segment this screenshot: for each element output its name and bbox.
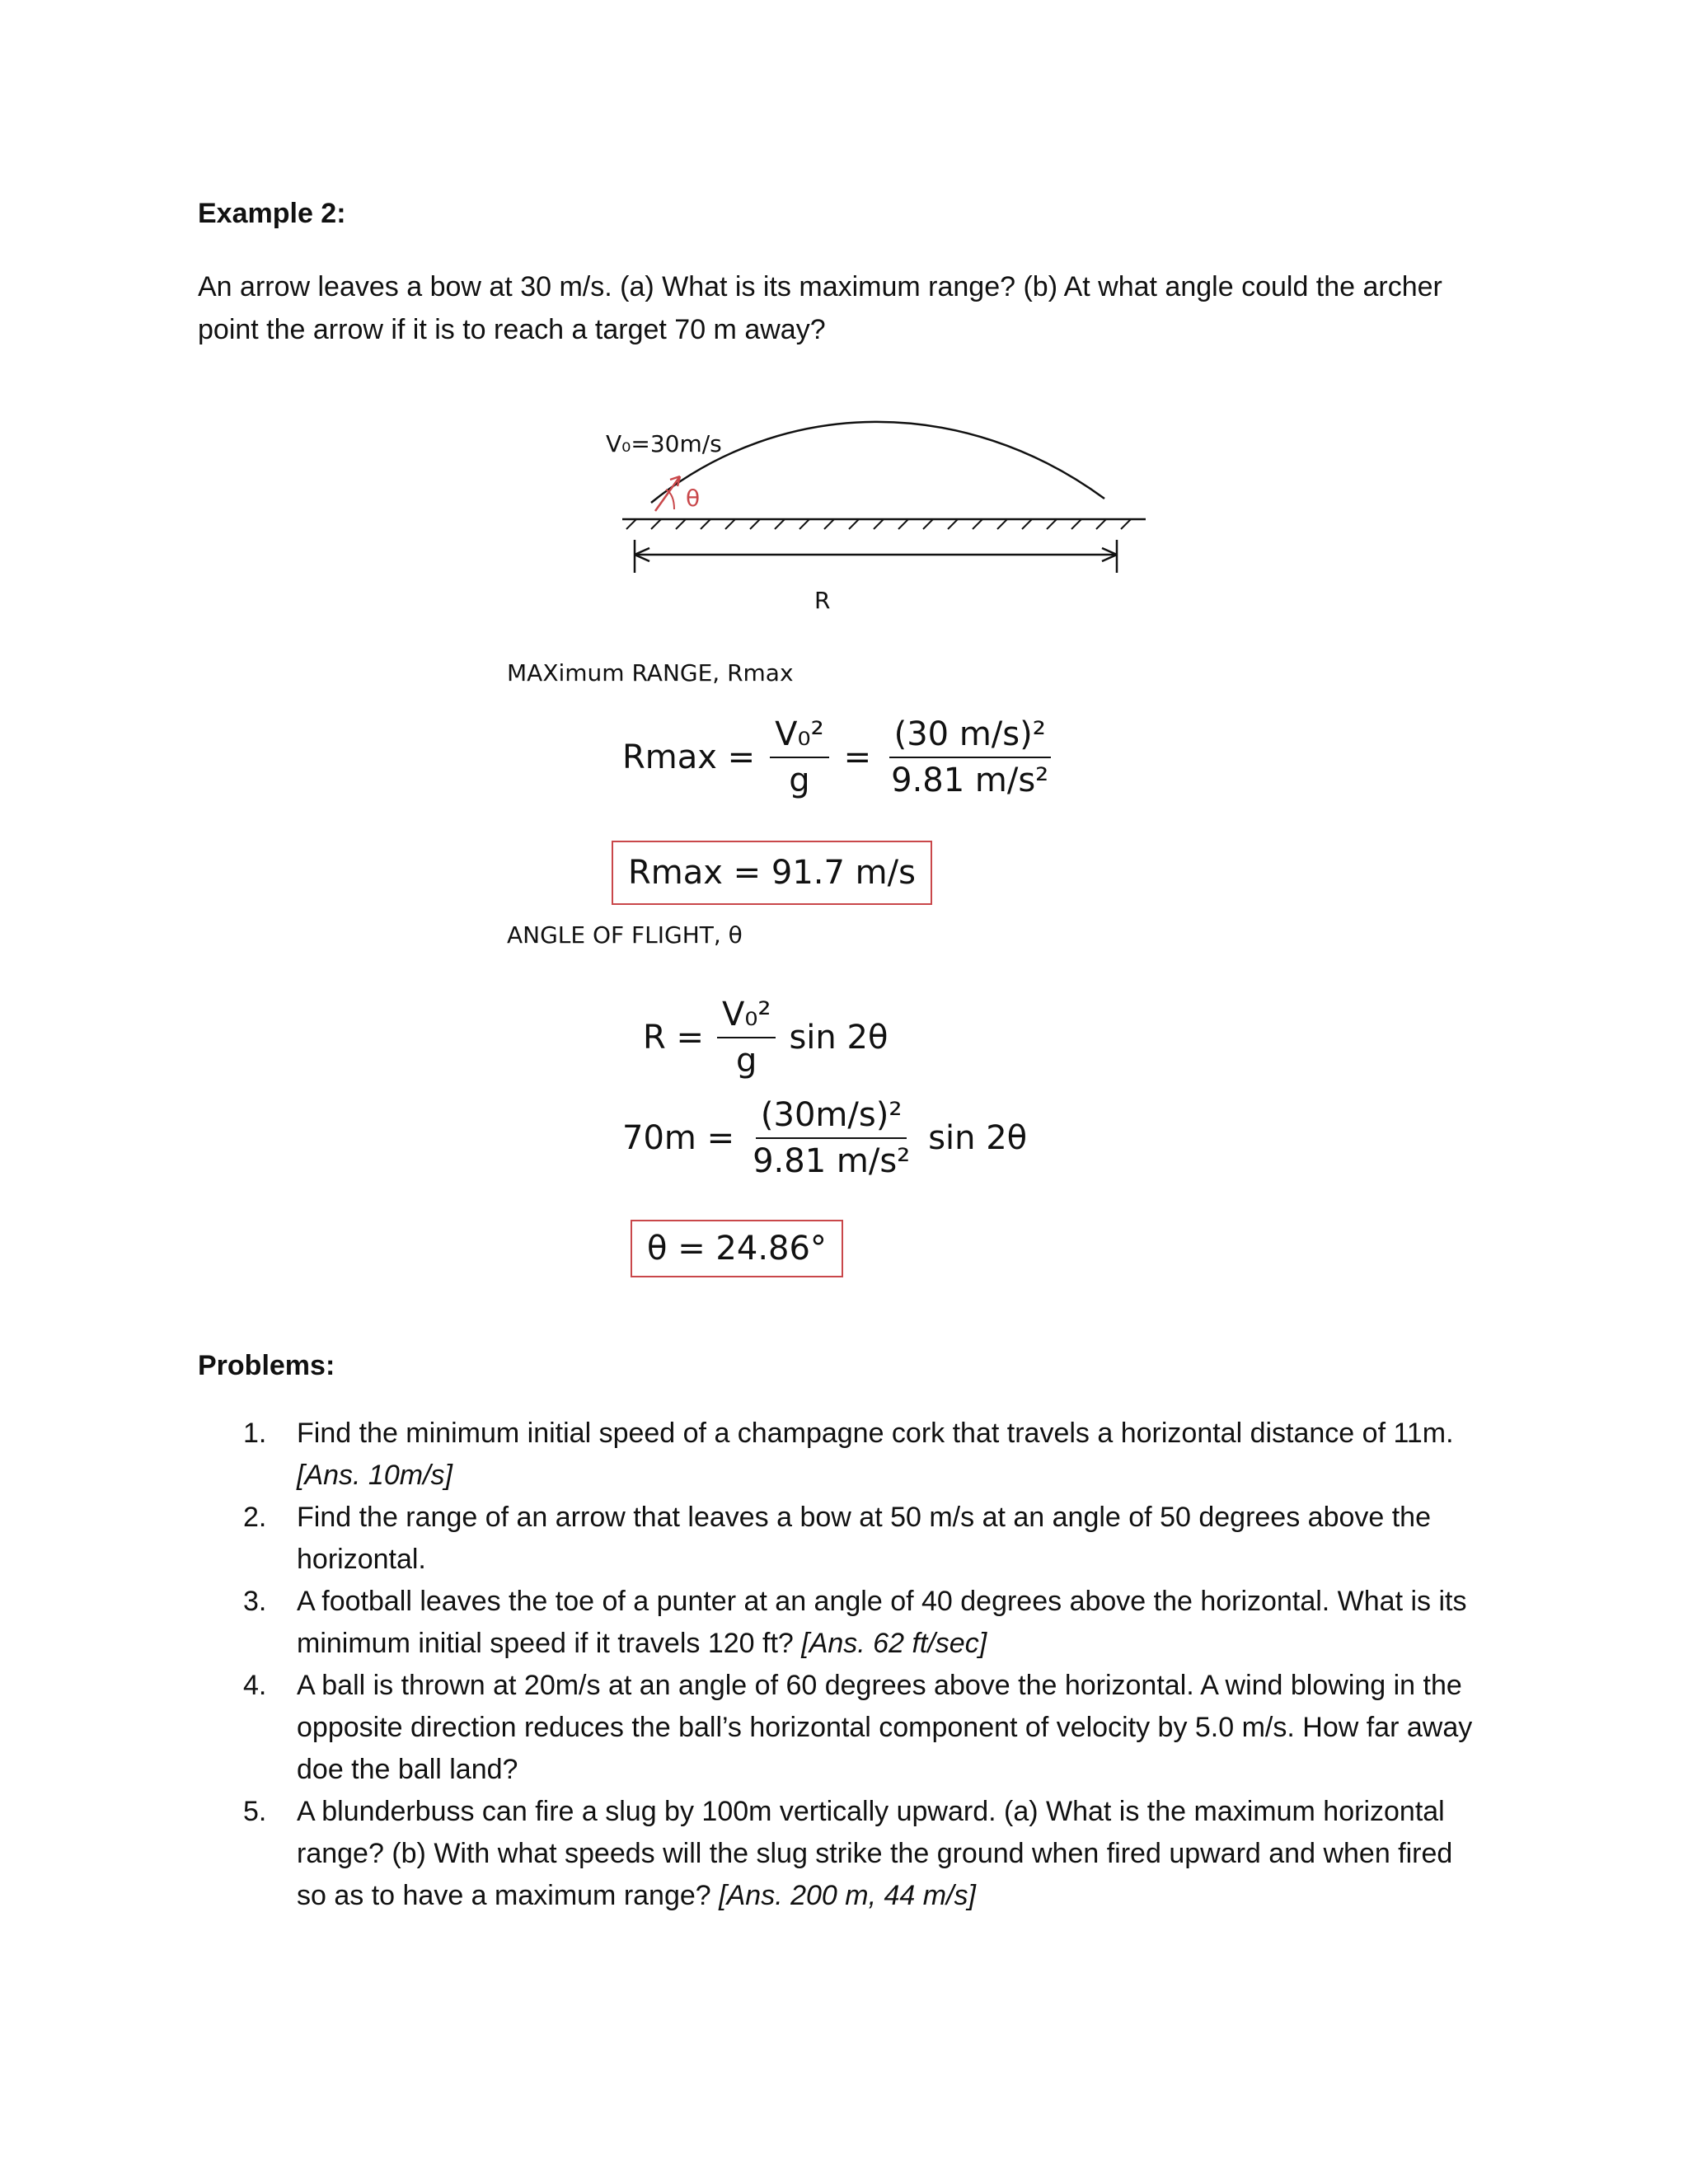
r-trig: sin 2θ xyxy=(789,1019,889,1057)
problem-answer: [Ans. 62 ft/sec] xyxy=(801,1628,987,1659)
seventy-denominator: 9.81 m/s² xyxy=(753,1142,911,1180)
problem-number: 5. xyxy=(243,1796,267,1827)
problem-item xyxy=(198,1665,1484,1791)
r-lhs: R = xyxy=(643,1019,705,1057)
problem-answer: [Ans. 200 m, 44 m/s] xyxy=(719,1880,976,1911)
ground-hatching xyxy=(626,519,1131,529)
angle-of-flight-title: ANGLE OF FLIGHT, θ xyxy=(507,921,743,949)
rmax-equals: = xyxy=(843,738,872,776)
problem-text: A blunderbuss can fire a slug by 100m vertically upward. (a) What is the maximum horizontal range? (b) With what speeds will the slug strike the ground when fired upward and when fired so as to have a maximum range? xyxy=(297,1796,1453,1911)
rmax-numerator: V₀² xyxy=(770,715,828,758)
problem-item xyxy=(198,1413,1484,1497)
rmax-fraction xyxy=(770,715,828,799)
seventy-fraction xyxy=(748,1096,915,1180)
rmax-result-box: Rmax = 91.7 m/s xyxy=(612,841,932,905)
seventy-equation xyxy=(622,1096,1027,1180)
problems-heading: Problems: xyxy=(198,1350,335,1381)
problem-number: 3. xyxy=(243,1586,267,1617)
seventy-lhs: 70m = xyxy=(622,1119,735,1157)
problem-item xyxy=(198,1581,1484,1665)
problem-number: 2. xyxy=(243,1502,267,1533)
rmax-equation xyxy=(622,715,1053,799)
problem-number: 4. xyxy=(243,1670,267,1701)
r-denominator: g xyxy=(736,1042,757,1080)
problem-text: Find the minimum initial speed of a champagne cork that travels a horizontal distance of 11m. xyxy=(297,1418,1454,1449)
r-numerator: V₀² xyxy=(717,996,776,1038)
max-range-title: MAXimum RANGE, Rmax xyxy=(507,659,794,687)
problem-item xyxy=(198,1791,1484,1917)
r-equation xyxy=(643,996,888,1080)
example-problem-text: An arrow leaves a bow at 30 m/s. (a) What is its maximum range? (b) At what angle could the archer point the arrow if it is to reach a target 70 m away? xyxy=(198,271,1442,345)
problem-text: A ball is thrown at 20m/s at an angle of 60 degrees above the horizontal. A wind blowing in the opposite direction reduces the ball’s horizontal component of velocity by 5.0 m/s. How far away doe the ball land? xyxy=(297,1670,1473,1785)
v0-label: V₀=30m/s xyxy=(606,430,722,457)
problem-number: 1. xyxy=(243,1418,267,1449)
problem-answer: [Ans. 10m/s] xyxy=(297,1460,452,1491)
problem-item xyxy=(198,1497,1484,1581)
seventy-trig: sin 2θ xyxy=(928,1119,1028,1157)
theta-result-box: θ = 24.86° xyxy=(631,1220,843,1277)
example-heading: Example 2: xyxy=(198,198,346,229)
problems-list xyxy=(198,1413,1484,1917)
rmax-fraction-2 xyxy=(886,715,1053,799)
r-fraction xyxy=(717,996,776,1080)
velocity-arrow xyxy=(655,476,680,511)
rmax-denominator: g xyxy=(789,762,810,799)
range-label: R xyxy=(814,587,831,614)
rmax-denominator-2: 9.81 m/s² xyxy=(891,762,1049,799)
rmax-numerator-2: (30 m/s)² xyxy=(889,715,1051,758)
problem-text: Find the range of an arrow that leaves a bow at 50 m/s at an angle of 50 degrees above the horizontal. xyxy=(297,1502,1432,1575)
angle-label: θ xyxy=(686,485,701,512)
problem-text: A football leaves the toe of a punter at an angle of 40 degrees above the horizontal. What is its minimum initial speed if it travels 120 ft? xyxy=(297,1586,1467,1659)
seventy-numerator: (30m/s)² xyxy=(756,1096,907,1139)
rmax-lhs: Rmax = xyxy=(622,738,756,776)
